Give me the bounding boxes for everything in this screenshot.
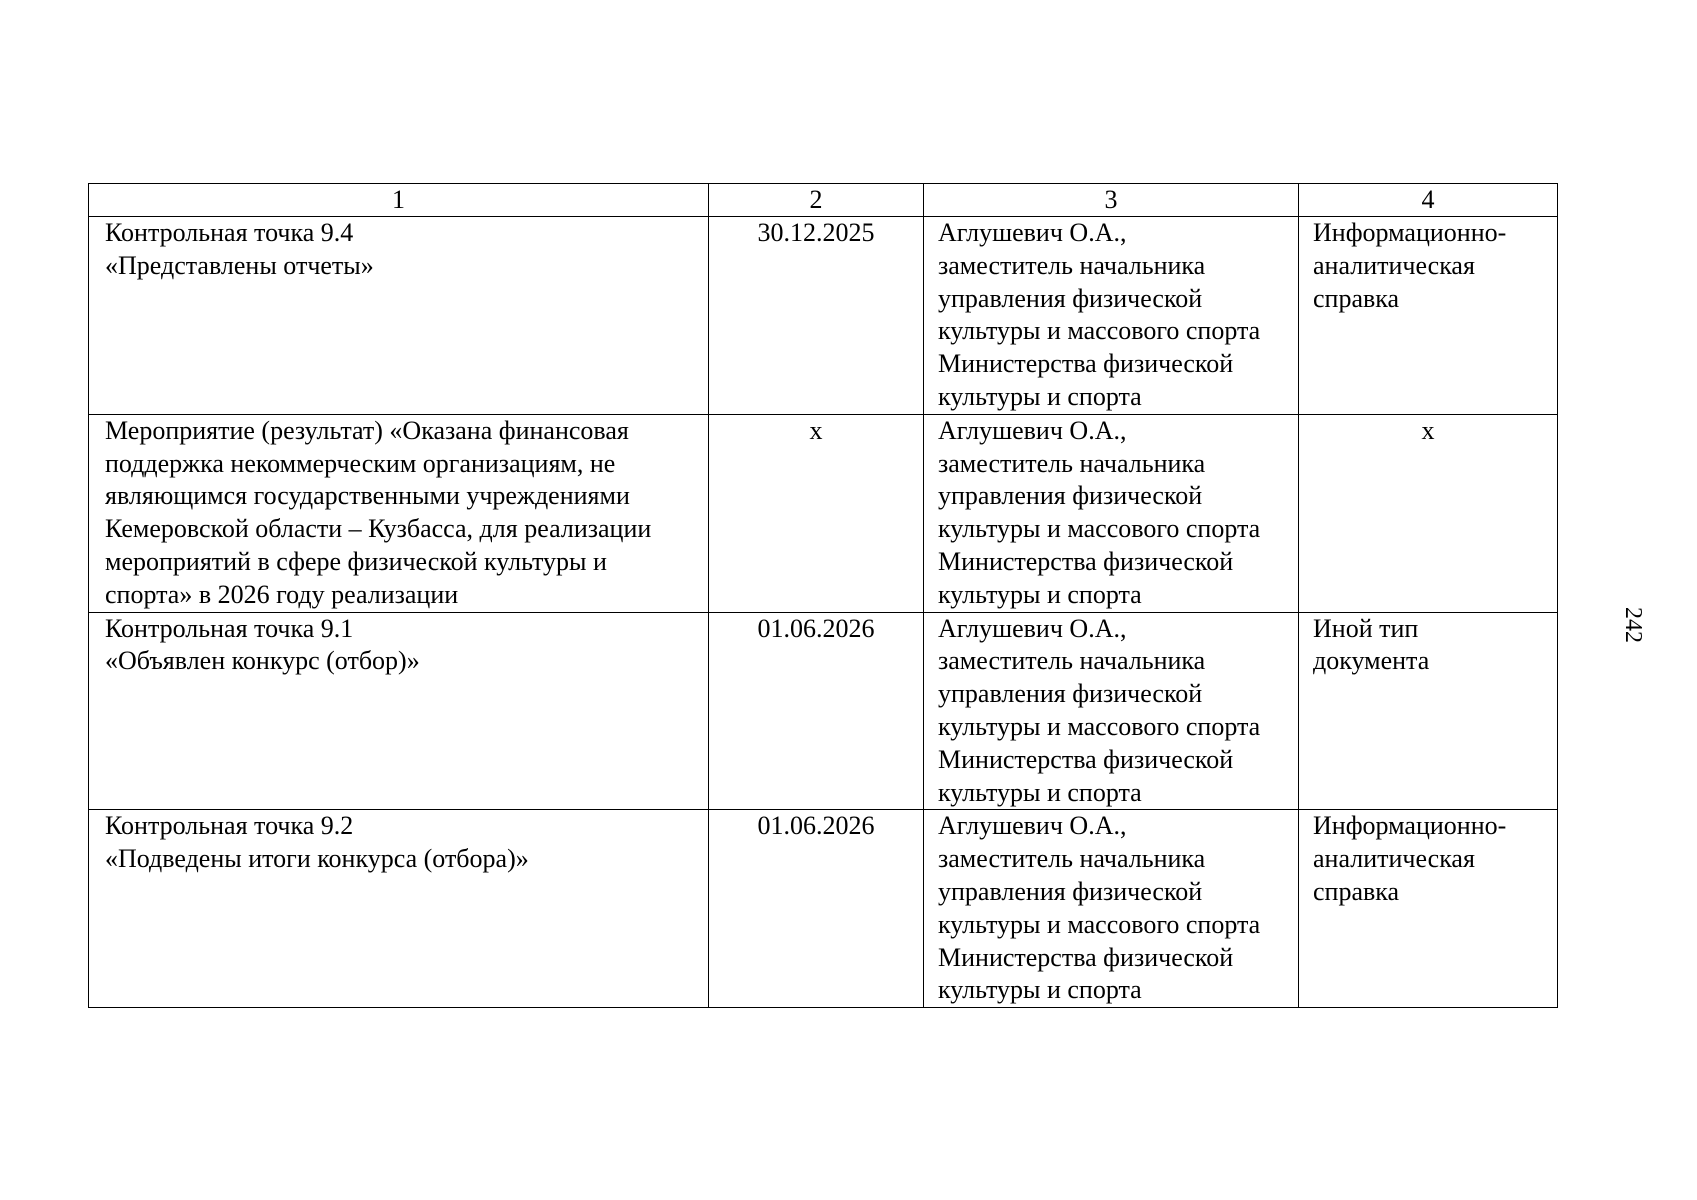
responsible-cell	[924, 612, 1299, 810]
date-cell	[709, 810, 924, 1008]
document-text: Информационно- аналитическая справка	[1313, 218, 1507, 313]
column-number-1: 1	[89, 184, 709, 217]
responsible-text: Аглушевич О.А., заместитель начальника управления физической культуры и массового спорта Министерства физической культуры и спорта	[938, 415, 1261, 609]
event-cell	[89, 612, 709, 810]
document-cell	[1299, 414, 1558, 612]
event-text: Контрольная точка 9.1 «Объявлен конкурс (отбор)»	[105, 613, 420, 676]
date-text: х	[809, 415, 823, 445]
document-cell	[1299, 810, 1558, 1008]
responsible-text: Аглушевич О.А., заместитель начальника управления физической культуры и массового спорта Министерства физической культуры и спорта	[938, 811, 1261, 1005]
table-row	[89, 612, 1558, 810]
responsible-cell	[924, 414, 1299, 612]
column-number-row	[89, 184, 1558, 217]
column-number-2: 2	[709, 184, 924, 217]
date-text: 30.12.2025	[757, 218, 875, 247]
page-number: 242	[1620, 607, 1646, 643]
table-row	[89, 217, 1558, 415]
event-text: Контрольная точка 9.2 «Подведены итоги конкурса (отбора)»	[105, 811, 529, 874]
table-row	[89, 414, 1558, 612]
responsible-text: Аглушевич О.А., заместитель начальника управления физической культуры и массового спорта Министерства физической культуры и спорта	[938, 613, 1261, 807]
column-number-3: 3	[924, 184, 1299, 217]
document-cell	[1299, 612, 1558, 810]
responsible-text: Аглушевич О.А., заместитель начальника управления физической культуры и массового спорта Министерства физической культуры и спорта	[938, 218, 1261, 411]
event-text: Мероприятие (результат) «Оказана финансовая поддержка некоммерческим организациям, не являющимся государственными учреждениями Кемеровской области – Кузбасса, для реализации мероприятий в сфере физической культуры и спорта» в 2026 году реализации	[105, 415, 652, 609]
document-text: Информационно- аналитическая справка	[1313, 811, 1507, 906]
responsible-cell	[924, 217, 1299, 415]
table-row	[89, 810, 1558, 1008]
document-text: х	[1421, 415, 1435, 445]
date-cell	[709, 217, 924, 415]
document-text: Иной тип документа	[1313, 613, 1430, 676]
event-cell	[89, 810, 709, 1008]
date-cell	[709, 612, 924, 810]
date-cell	[709, 414, 924, 612]
event-text: Контрольная точка 9.4 «Представлены отчеты»	[105, 218, 374, 280]
document-cell	[1299, 217, 1558, 415]
event-cell	[89, 217, 709, 415]
column-number-4: 4	[1299, 184, 1558, 217]
date-text: 01.06.2026	[757, 811, 875, 841]
event-cell	[89, 414, 709, 612]
control-points-table	[88, 183, 1558, 1008]
responsible-cell	[924, 810, 1299, 1008]
date-text: 01.06.2026	[757, 613, 875, 643]
